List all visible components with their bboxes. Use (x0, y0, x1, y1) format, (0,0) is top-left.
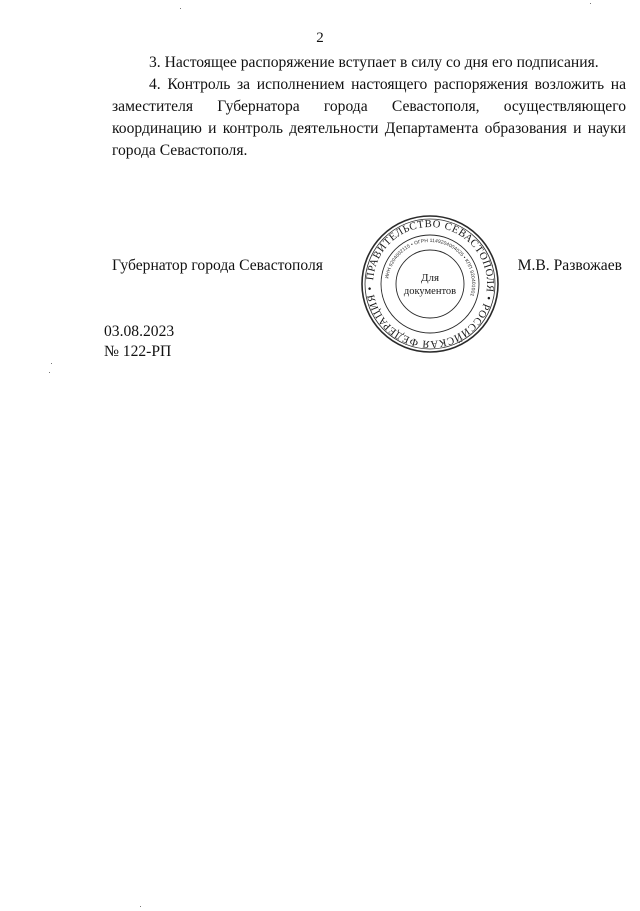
paragraph-3: 3. Настоящее распоряжение вступает в силу со дня его подписания. (149, 54, 599, 71)
scan-speck (140, 906, 141, 907)
official-seal-stamp (358, 212, 502, 356)
document-body (112, 52, 626, 162)
scan-speck (49, 372, 50, 373)
scan-speck (180, 8, 181, 9)
document-number: № 122-РП (104, 343, 172, 360)
document-date: 03.08.2023 (104, 323, 175, 340)
seal-inner-text: ИНН 9204002115 • ОГРН 1149204004025 • КПП 920401001 (385, 238, 476, 297)
scan-speck (590, 3, 591, 4)
scan-speck (51, 363, 52, 364)
seal-outer-text: ПРАВИТЕЛЬСТВО СЕВАСТОПОЛЯ • РОССИЙСКАЯ ФЕДЕРАЦИЯ • (365, 218, 496, 350)
paragraph-4: 4. Контроль за исполнением настоящего распоряжения возложить на заместителя Губернатора города Севастополя, осуществляющего координацию и контроль деятельности Департамента образования и науки города Севастополя. (112, 76, 626, 159)
seal-center-line1: Для (420, 272, 440, 284)
seal-outer-ring (362, 216, 498, 352)
seal-center-line2: документов (403, 286, 457, 297)
signer-position: Губернатор города Севастополя (112, 257, 323, 274)
document-meta (104, 322, 174, 362)
signer-name: М.В. Развожаев (517, 257, 622, 274)
seal-inner-ring (396, 250, 464, 318)
page-number: 2 (316, 30, 324, 46)
